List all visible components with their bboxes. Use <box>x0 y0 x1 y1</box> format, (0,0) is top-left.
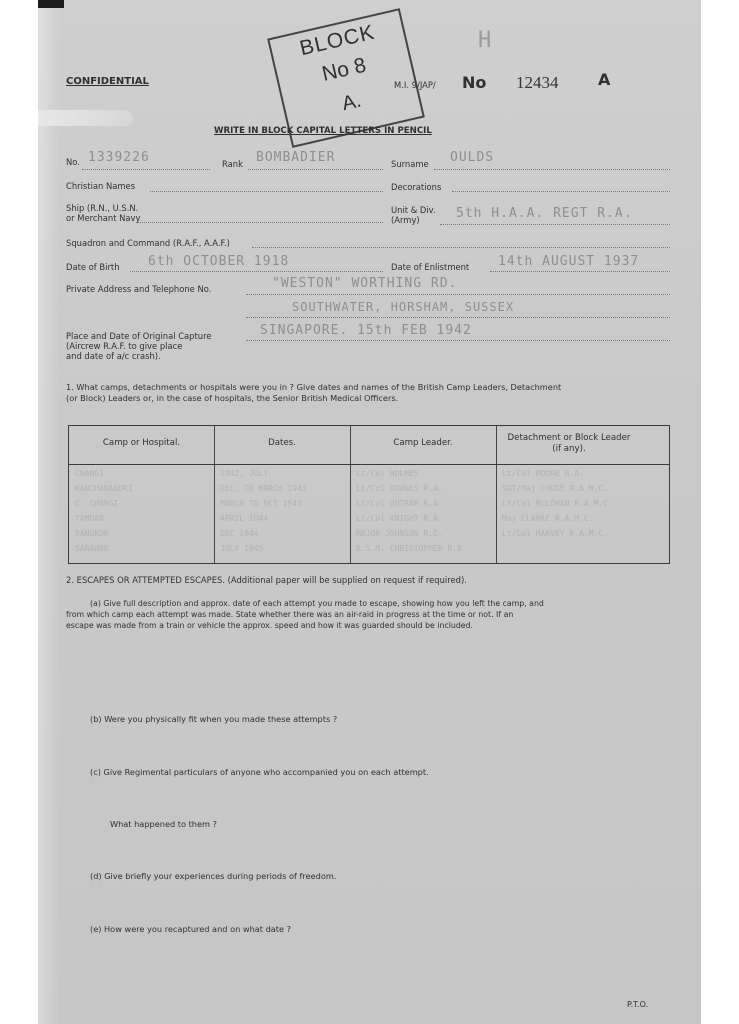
table-cell: CHANGI <box>75 469 104 478</box>
q1-text-line2: (or Block) Leaders or, in the case of hospitals, the Senior British Medical Officers. <box>66 393 399 403</box>
table-cell: Lt/Col MOORE R.A. <box>502 469 584 478</box>
ship-label-2: or Merchant Navy <box>66 213 141 223</box>
table-cell: MARCH TO OCT 1943 <box>220 499 302 508</box>
q2-c: (c) Give Regimental particulars of anyone who accompanied you on each attempt. <box>90 767 429 777</box>
stamp-line1: BLOCK <box>297 20 378 61</box>
table-cell: R.S.M. CHRISTOPHER R.A. <box>356 544 467 553</box>
capture-value[interactable]: SINGAPORE. 15th FEB 1942 <box>260 323 472 338</box>
table-cell: APRIL 1944 <box>220 514 269 523</box>
table-cell: Lt/Col KNIGHT R.A. <box>356 514 443 523</box>
table-row <box>69 497 669 512</box>
address-line1[interactable]: "WESTON" WORTHING RD. <box>272 276 458 291</box>
enlistment-label: Date of Enlistment <box>391 262 470 272</box>
col-header-leader: Camp Leader. <box>393 438 453 448</box>
table-cell: DEC, TO MARCH 1943 <box>220 484 307 493</box>
capture-label-3: and date of a/c crash). <box>66 351 161 361</box>
table-row <box>69 527 669 542</box>
table-cell: Lt/Col DOWNES R.A. <box>356 484 443 493</box>
table-cell: JULY 1945 <box>220 544 264 553</box>
stamp-line2: No 8 <box>319 53 369 86</box>
squadron-label: Squadron and Command (R.A.F., A.A.F.) <box>66 238 230 248</box>
corner-tab <box>38 0 64 8</box>
address-label: Private Address and Telephone No. <box>66 284 212 294</box>
table-row <box>69 467 669 482</box>
table-cell: SARAWAK <box>75 544 109 553</box>
capture-label-1: Place and Date of Original Capture <box>66 331 212 341</box>
surname-label: Surname <box>391 159 429 169</box>
unit-value[interactable]: 5th H.A.A. REGT R.A. <box>456 206 633 221</box>
unit-label-2: (Army) <box>391 215 420 225</box>
q2-b: (b) Were you physically fit when you made these attempts ? <box>90 714 338 724</box>
form-suffix: A <box>598 70 611 89</box>
q2-a-line1: (a) Give full description and approx. date of each attempt you made to escape, showing how you left the camp, and <box>90 599 544 608</box>
table-cell: Lt/Col OUTRAM R.A. <box>356 499 443 508</box>
ship-label-1: Ship (R.N., U.S.N. <box>66 203 139 213</box>
table-row <box>69 512 669 527</box>
table-cell: C. CHANGI <box>75 499 119 508</box>
confidential-label: CONFIDENTIAL <box>66 76 149 87</box>
christian-names-label: Christian Names <box>66 181 136 191</box>
decorations-label: Decorations <box>391 182 442 192</box>
ref-label: M.I. 9/JAP/ <box>394 80 436 90</box>
pto-label: P.T.O. <box>627 1000 649 1009</box>
unit-label-1: Unit & Div. <box>391 205 436 215</box>
paper-fold <box>38 110 133 126</box>
no-label: No. <box>66 157 80 167</box>
q2-d: (d) Give briefly your experiences during periods of freedom. <box>90 871 337 881</box>
table-cell: DEC 1944 <box>220 529 259 538</box>
q2-e: (e) How were you recaptured and on what date ? <box>90 924 291 934</box>
surname-value[interactable]: OULDS <box>450 150 495 165</box>
q1-text-line1: 1. What camps, detachments or hospitals were you in ? Give dates and names of the British Camp Leaders, Detachment <box>66 382 562 392</box>
address-line2[interactable]: SOUTHWATER, HORSHAM, SUSSEX <box>292 300 515 314</box>
col-header-dates: Dates. <box>268 438 296 448</box>
q2-title: 2. ESCAPES OR ATTEMPTED ESCAPES. (Additional paper will be supplied on request if required). <box>66 575 467 585</box>
q2-a-line3: escape was made from a train or vehicle the approx. speed and how it was guarded should be included. <box>66 621 473 630</box>
form-no-label: No <box>462 73 487 92</box>
table-row <box>69 482 669 497</box>
dob-label: Date of Birth <box>66 262 120 272</box>
dob-value[interactable]: 6th OCTOBER 1918 <box>148 254 290 269</box>
table-cell: Lt/Col HARVEY R.A.M.C. <box>502 529 608 538</box>
table-cell: Maj CLARKE R.A.M.C. <box>502 514 594 523</box>
table-cell: SGT/Maj CHUGE R.A.M.C. <box>502 484 608 493</box>
corner-note: H <box>478 28 493 53</box>
rank-value[interactable]: BOMBADIER <box>256 150 336 165</box>
instruction-heading: WRITE IN BLOCK CAPITAL LETTERS IN PENCIL <box>214 126 432 136</box>
rank-label: Rank <box>222 159 243 169</box>
table-cell: Lt/Col HOLMES <box>356 469 419 478</box>
table-cell: MAJOR JOHNSON R.E. <box>356 529 443 538</box>
form-number: 12434 <box>516 73 559 92</box>
table-cell: 1942, JULY <box>220 469 269 478</box>
service-no-value[interactable]: 1339226 <box>88 150 150 165</box>
table-cell: Lt/Col McLOWAN R.A.M.C. <box>502 499 613 508</box>
table-cell: TAMUAN <box>75 514 104 523</box>
col-header-camp: Camp or Hospital. <box>102 438 181 448</box>
table-cell: KANCHANABURI <box>75 484 133 493</box>
q2-c-sub: What happened to them ? <box>110 819 217 829</box>
camps-table <box>68 425 670 564</box>
enlistment-value[interactable]: 14th AUGUST 1937 <box>498 254 640 269</box>
table-row <box>69 542 669 557</box>
stamp-line3: A. <box>339 89 364 116</box>
form-page <box>38 0 701 1024</box>
col-header-detachment: Detachment or Block Leader (if any). <box>507 433 631 454</box>
table-body <box>69 467 669 561</box>
table-cell: BANGKOK <box>75 529 109 538</box>
capture-label-2: (Aircrew R.A.F. to give place <box>66 341 183 351</box>
q2-a-line2: from which camp each attempt was made. State whether there was an air-raid in progress at the time or not. If an <box>66 610 514 619</box>
